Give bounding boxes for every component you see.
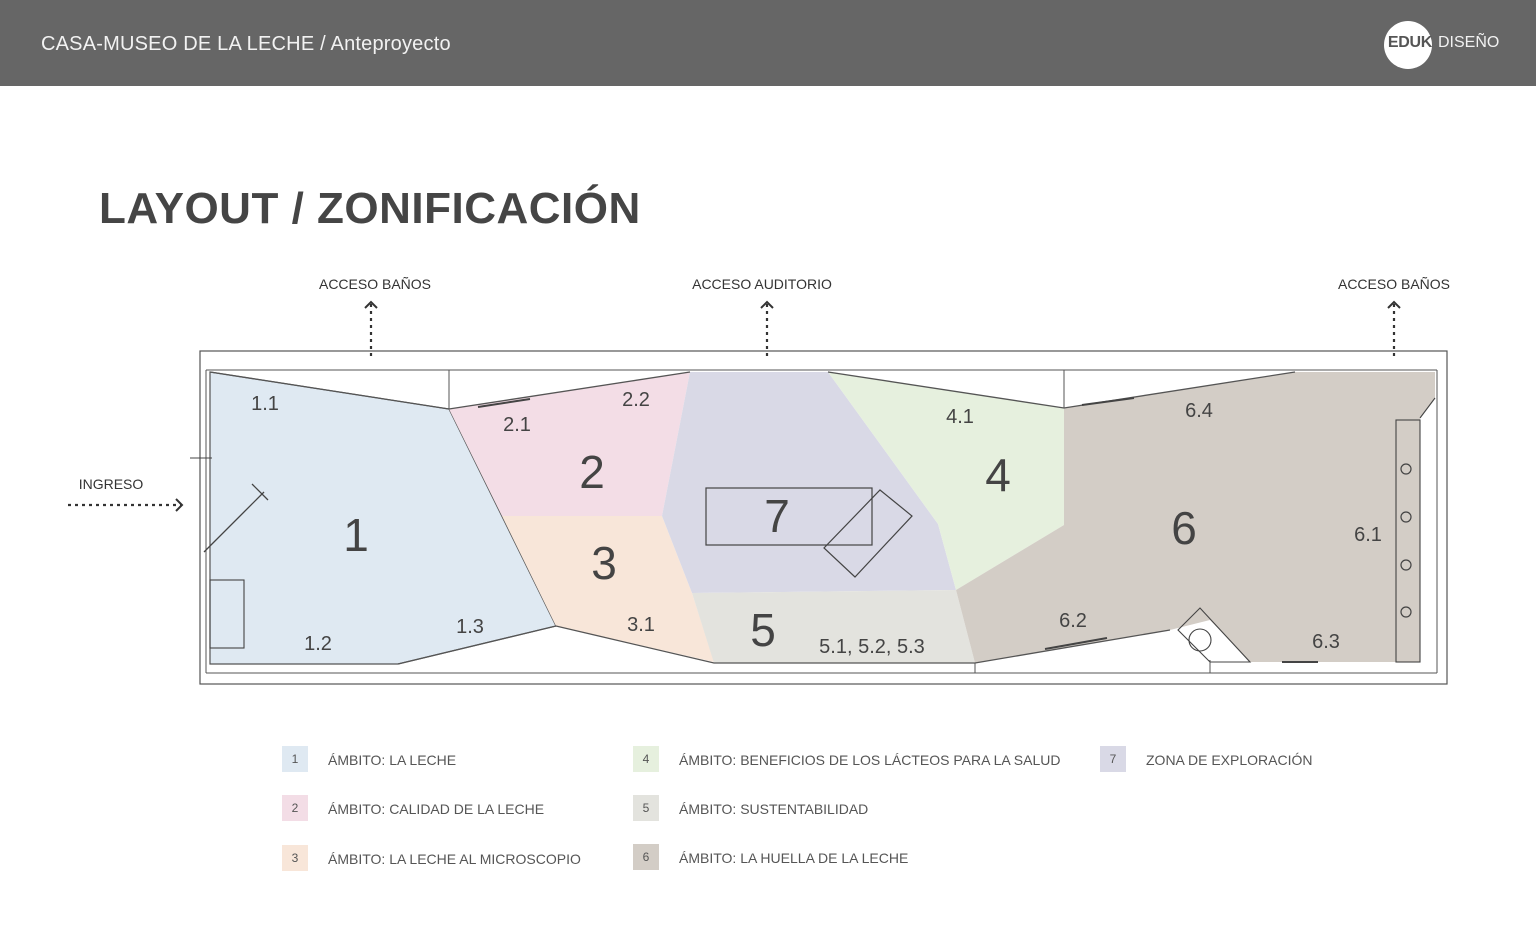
zone-1-number: 1 xyxy=(343,509,369,561)
logo-light-text: DISEÑO xyxy=(1438,34,1500,51)
legend-label-6: ÁMBITO: LA HUELLA DE LA LECHE xyxy=(679,850,909,866)
legend-swatch-4: 4 xyxy=(633,746,659,772)
legend-swatch-5: 5 xyxy=(633,795,659,821)
legend-label-2: ÁMBITO: CALIDAD DE LA LECHE xyxy=(328,801,545,817)
subzone-6-3: 6.3 xyxy=(1312,631,1340,653)
zone-7-number: 7 xyxy=(764,490,790,542)
subzone-4-1: 4.1 xyxy=(946,406,974,428)
legend-label-1: ÁMBITO: LA LECHE xyxy=(328,752,457,768)
subzone-6-1: 6.1 xyxy=(1354,524,1382,546)
kiosk-seat xyxy=(1189,629,1211,651)
subzone-1-2: 1.2 xyxy=(304,633,332,655)
legend-swatch-3: 3 xyxy=(282,845,308,871)
acceso-banos-left-label: ACCESO BAÑOS xyxy=(318,276,432,292)
legend-label-4: ÁMBITO: BENEFICIOS DE LOS LÁCTEOS PARA LA SALUD xyxy=(679,752,1061,768)
subzone-3-1: 3.1 xyxy=(627,614,655,636)
header-title: CASA-MUSEO DE LA LECHE / Anteproyecto xyxy=(41,33,451,55)
zone-2-number: 2 xyxy=(579,446,605,498)
legend-swatch-2: 2 xyxy=(282,795,308,821)
subzone-1-3: 1.3 xyxy=(456,616,484,638)
zone-5-number: 5 xyxy=(750,604,776,656)
acceso-banos-right-label: ACCESO BAÑOS xyxy=(1337,276,1451,292)
acceso-auditorio-label: ACCESO AUDITORIO xyxy=(692,276,832,292)
subzone-2-1: 2.1 xyxy=(503,414,531,436)
subzone-2-2: 2.2 xyxy=(622,389,650,411)
ingreso-label: INGRESO xyxy=(78,476,144,492)
subzone-1-1: 1.1 xyxy=(251,393,279,415)
legend-label-7: ZONA DE EXPLORACIÓN xyxy=(1146,752,1313,768)
zone-6-number: 6 xyxy=(1171,502,1197,554)
page-heading: LAYOUT / ZONIFICACIÓN xyxy=(99,184,641,233)
legend-label-5: ÁMBITO: SUSTENTABILIDAD xyxy=(679,801,869,817)
legend-swatch-7: 7 xyxy=(1100,746,1126,772)
zone-4-number: 4 xyxy=(985,449,1011,501)
subzone-6-4: 6.4 xyxy=(1185,400,1213,422)
legend-swatch-6: 6 xyxy=(633,844,659,870)
legend-label-3: ÁMBITO: LA LECHE AL MICROSCOPIO xyxy=(328,851,581,867)
legend-swatch-1: 1 xyxy=(282,746,308,772)
subzone-5-x: 5.1, 5.2, 5.3 xyxy=(819,636,925,658)
zone-3-number: 3 xyxy=(591,537,617,589)
logo-bold-text: EDUK xyxy=(1387,34,1433,51)
subzone-6-2: 6.2 xyxy=(1059,610,1087,632)
